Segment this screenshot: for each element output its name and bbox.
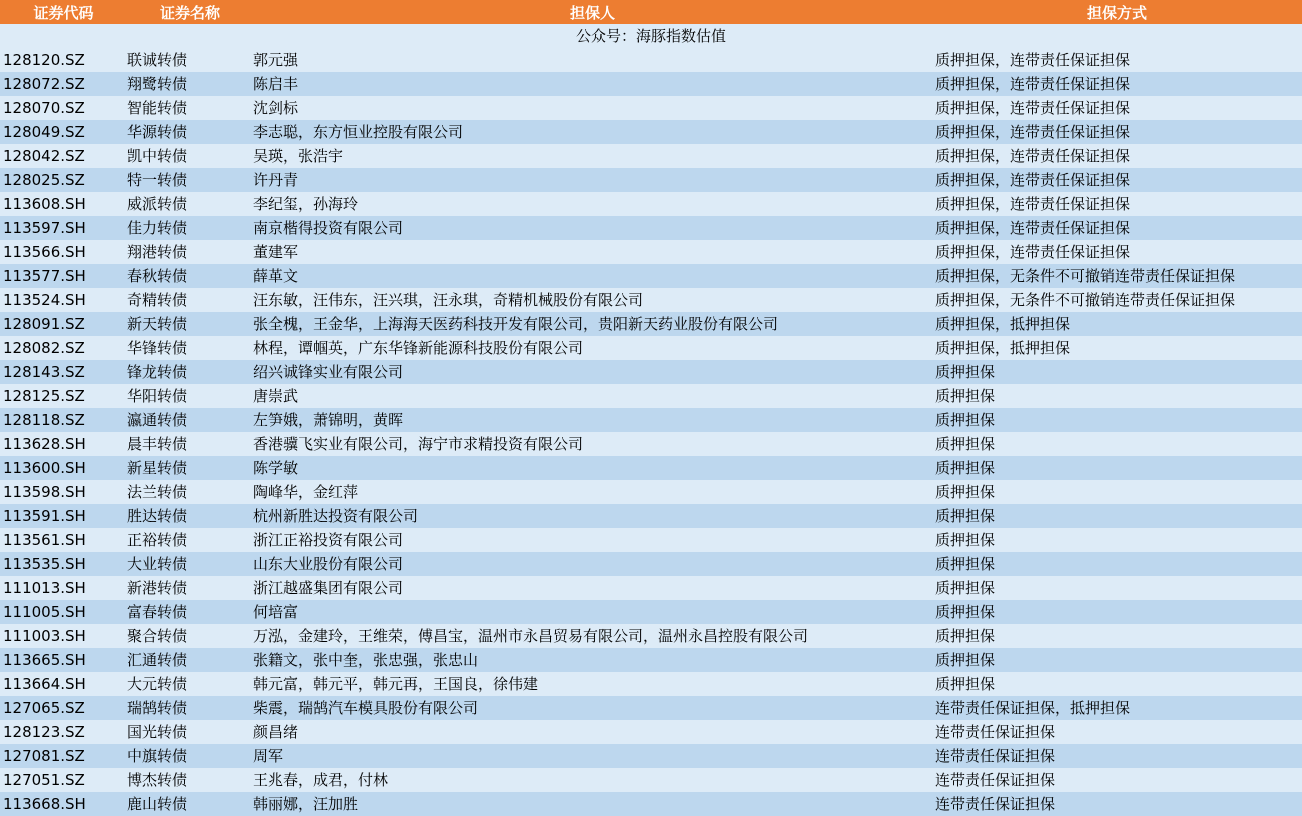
cell-method[interactable]: 质押担保，连带责任保证担保 xyxy=(935,171,1131,189)
table-row[interactable] xyxy=(0,144,1302,168)
cell-name[interactable]: 奇精转债 xyxy=(127,291,188,309)
cell-method[interactable]: 质押担保 xyxy=(935,411,996,429)
cell-guarantor[interactable]: 李志聪，东方恒业控股有限公司 xyxy=(253,123,464,141)
cell-method[interactable]: 质押担保 xyxy=(935,531,996,549)
cell-code[interactable]: 128091.SZ xyxy=(3,315,85,333)
cell-guarantor[interactable]: 绍兴诚锋实业有限公司 xyxy=(253,363,404,381)
cell-name[interactable]: 大元转债 xyxy=(127,675,188,693)
cell-name[interactable]: 新港转债 xyxy=(127,579,188,597)
table-row[interactable] xyxy=(0,576,1302,600)
cell-code[interactable]: 111013.SH xyxy=(3,579,86,597)
cell-method[interactable]: 质押担保 xyxy=(935,627,996,645)
cell-method[interactable]: 质押担保，无条件不可撤销连带责任保证担保 xyxy=(935,267,1236,285)
cell-name[interactable]: 富春转债 xyxy=(127,603,188,621)
table-row[interactable] xyxy=(0,648,1302,672)
cell-code[interactable]: 113597.SH xyxy=(3,219,86,237)
cell-name[interactable]: 特一转债 xyxy=(127,171,188,189)
cell-method[interactable]: 连带责任保证担保 xyxy=(935,795,1056,813)
cell-guarantor[interactable]: 柴震，瑞鹄汽车模具股份有限公司 xyxy=(253,699,479,717)
cell-guarantor[interactable]: 何培富 xyxy=(253,603,299,621)
cell-name[interactable]: 新天转债 xyxy=(127,315,188,333)
cell-guarantor[interactable]: 韩元富，韩元平，韩元再，王国良，徐伟建 xyxy=(253,675,539,693)
table-row[interactable] xyxy=(0,216,1302,240)
cell-name[interactable]: 瀛通转债 xyxy=(127,411,188,429)
cell-guarantor[interactable]: 许丹青 xyxy=(253,171,299,189)
table-row[interactable] xyxy=(0,480,1302,504)
cell-name[interactable]: 聚合转债 xyxy=(127,627,188,645)
cell-guarantor[interactable]: 南京楷得投资有限公司 xyxy=(253,219,404,237)
table-row[interactable] xyxy=(0,336,1302,360)
cell-method[interactable]: 质押担保 xyxy=(935,555,996,573)
table-row[interactable] xyxy=(0,360,1302,384)
cell-name[interactable]: 凯中转债 xyxy=(127,147,188,165)
cell-method[interactable]: 质押担保，连带责任保证担保 xyxy=(935,147,1131,165)
cell-name[interactable]: 法兰转债 xyxy=(127,483,188,501)
cell-method[interactable]: 质押担保 xyxy=(935,483,996,501)
cell-guarantor[interactable]: 韩丽娜，汪加胜 xyxy=(253,795,359,813)
cell-name[interactable]: 威派转债 xyxy=(127,195,188,213)
cell-code[interactable]: 128120.SZ xyxy=(3,51,85,69)
cell-method[interactable]: 质押担保 xyxy=(935,675,996,693)
cell-name[interactable]: 翔鹭转债 xyxy=(127,75,188,93)
table-row[interactable] xyxy=(0,456,1302,480)
table-body xyxy=(0,48,1302,816)
cell-code[interactable]: 127051.SZ xyxy=(3,771,85,789)
cell-code[interactable]: 113600.SH xyxy=(3,459,86,477)
cell-name[interactable]: 瑞鹄转债 xyxy=(127,699,188,717)
banner-cell[interactable]: 公众号：海豚指数估值 xyxy=(0,24,1302,48)
cell-name[interactable]: 汇通转债 xyxy=(127,651,188,669)
cell-code[interactable]: 128143.SZ xyxy=(3,363,85,381)
cell-guarantor[interactable]: 吴瑛，张浩宇 xyxy=(253,147,344,165)
cell-code[interactable]: 128118.SZ xyxy=(3,411,85,429)
cell-code[interactable]: 113598.SH xyxy=(3,483,86,501)
cell-guarantor[interactable]: 张全槐，王金华，上海海天医药科技开发有限公司，贵阳新天药业股份有限公司 xyxy=(253,315,779,333)
cell-guarantor[interactable]: 浙江正裕投资有限公司 xyxy=(253,531,404,549)
table-row[interactable] xyxy=(0,48,1302,72)
cell-code[interactable]: 113577.SH xyxy=(3,267,86,285)
cell-method[interactable]: 质押担保 xyxy=(935,435,996,453)
cell-name[interactable]: 联诚转债 xyxy=(127,51,188,69)
cell-method[interactable]: 质押担保 xyxy=(935,651,996,669)
cell-method[interactable]: 质押担保，连带责任保证担保 xyxy=(935,75,1131,93)
cell-guarantor[interactable]: 杭州新胜达投资有限公司 xyxy=(253,507,419,525)
header-code[interactable]: 证券代码 xyxy=(33,3,94,22)
cell-guarantor[interactable]: 郭元强 xyxy=(253,51,299,69)
header-row xyxy=(0,0,1302,24)
cell-method[interactable]: 质押担保，连带责任保证担保 xyxy=(935,99,1131,117)
cell-guarantor[interactable]: 陈启丰 xyxy=(253,75,299,93)
cell-name[interactable]: 锋龙转债 xyxy=(127,363,188,381)
header-guarantor[interactable]: 担保人 xyxy=(569,3,615,22)
table-row[interactable] xyxy=(0,768,1302,792)
cell-code[interactable]: 128072.SZ xyxy=(3,75,85,93)
cell-guarantor[interactable]: 颜昌绪 xyxy=(253,723,299,741)
table-row[interactable] xyxy=(0,432,1302,456)
cell-guarantor[interactable]: 唐崇武 xyxy=(253,387,299,405)
cell-code[interactable]: 113591.SH xyxy=(3,507,86,525)
cell-code[interactable]: 113535.SH xyxy=(3,555,86,573)
cell-code[interactable]: 113628.SH xyxy=(3,435,86,453)
cell-code[interactable]: 113566.SH xyxy=(3,243,86,261)
cell-code[interactable]: 128123.SZ xyxy=(3,723,85,741)
cell-code[interactable]: 128125.SZ xyxy=(3,387,85,405)
table-row[interactable] xyxy=(0,264,1302,288)
cell-name[interactable]: 智能转债 xyxy=(127,99,188,117)
table-row[interactable] xyxy=(0,696,1302,720)
cell-method[interactable]: 连带责任保证担保 xyxy=(935,771,1056,789)
cell-guarantor[interactable]: 浙江越盛集团有限公司 xyxy=(253,579,404,597)
table-row[interactable] xyxy=(0,240,1302,264)
cell-name[interactable]: 华锋转债 xyxy=(127,339,188,357)
cell-method[interactable]: 质押担保 xyxy=(935,363,996,381)
cell-guarantor[interactable]: 薛革文 xyxy=(253,267,299,285)
cell-code[interactable]: 127065.SZ xyxy=(3,699,85,717)
cell-guarantor[interactable]: 周军 xyxy=(253,747,284,765)
cell-guarantor[interactable]: 左笋娥，萧锦明，黄晖 xyxy=(253,411,404,429)
cell-code[interactable]: 113664.SH xyxy=(3,675,86,693)
cell-guarantor[interactable]: 董建军 xyxy=(253,243,299,261)
cell-name[interactable]: 华阳转债 xyxy=(127,387,188,405)
table-row[interactable] xyxy=(0,312,1302,336)
table-row[interactable] xyxy=(0,408,1302,432)
cell-code[interactable]: 128049.SZ xyxy=(3,123,85,141)
cell-guarantor[interactable]: 林程，谭帼英，广东华锋新能源科技股份有限公司 xyxy=(253,339,584,357)
table-row[interactable] xyxy=(0,384,1302,408)
cell-method[interactable]: 连带责任保证担保 xyxy=(935,747,1056,765)
cell-guarantor[interactable]: 陈学敏 xyxy=(253,459,299,477)
cell-name[interactable]: 佳力转债 xyxy=(127,219,188,237)
cell-method[interactable]: 质押担保 xyxy=(935,579,996,597)
cell-guarantor[interactable]: 沈剑标 xyxy=(253,99,299,117)
cell-guarantor[interactable]: 王兆春，成君，付林 xyxy=(253,771,389,789)
table-row[interactable] xyxy=(0,288,1302,312)
cell-code[interactable]: 113668.SH xyxy=(3,795,86,813)
table-row[interactable] xyxy=(0,600,1302,624)
cell-code[interactable]: 128082.SZ xyxy=(3,339,85,357)
cell-guarantor[interactable]: 香港骥飞实业有限公司，海宁市求精投资有限公司 xyxy=(253,435,584,453)
table-row[interactable] xyxy=(0,792,1302,816)
cell-code[interactable]: 111003.SH xyxy=(3,627,86,645)
cell-method[interactable]: 质押担保，抵押担保 xyxy=(935,339,1071,357)
cell-method[interactable]: 质押担保 xyxy=(935,387,996,405)
cell-method[interactable]: 连带责任保证担保 xyxy=(935,723,1056,741)
cell-name[interactable]: 翔港转债 xyxy=(127,243,188,261)
cell-name[interactable]: 华源转债 xyxy=(127,123,188,141)
cell-code[interactable]: 111005.SH xyxy=(3,603,86,621)
cell-method[interactable]: 质押担保，连带责任保证担保 xyxy=(935,195,1131,213)
table-row[interactable] xyxy=(0,192,1302,216)
header-name[interactable]: 证券名称 xyxy=(159,3,220,22)
cell-code[interactable]: 113561.SH xyxy=(3,531,86,549)
cell-code[interactable]: 113608.SH xyxy=(3,195,86,213)
table-row[interactable] xyxy=(0,672,1302,696)
cell-code[interactable]: 113665.SH xyxy=(3,651,86,669)
cell-method[interactable]: 质押担保 xyxy=(935,507,996,525)
cell-guarantor[interactable]: 陶峰华，金红萍 xyxy=(253,483,359,501)
cell-guarantor[interactable]: 李纪玺，孙海玲 xyxy=(253,195,359,213)
cell-name[interactable]: 春秋转债 xyxy=(127,267,188,285)
cell-name[interactable]: 博杰转债 xyxy=(127,771,188,789)
header-method[interactable]: 担保方式 xyxy=(1086,3,1147,22)
table-row[interactable] xyxy=(0,552,1302,576)
table-row[interactable] xyxy=(0,744,1302,768)
cell-method[interactable]: 连带责任保证担保，抵押担保 xyxy=(935,699,1131,717)
cell-guarantor[interactable]: 万泓，金建玲，王维荣，傅昌宝，温州市永昌贸易有限公司，温州永昌控股有限公司 xyxy=(253,627,809,645)
cell-method[interactable]: 质押担保，连带责任保证担保 xyxy=(935,51,1131,69)
cell-guarantor[interactable]: 汪东敏，汪伟东，汪兴琪，汪永琪，奇精机械股份有限公司 xyxy=(253,291,644,309)
cell-code[interactable]: 113524.SH xyxy=(3,291,86,309)
cell-name[interactable]: 晨丰转债 xyxy=(127,435,188,453)
cell-method[interactable]: 质押担保，抵押担保 xyxy=(935,315,1071,333)
cell-name[interactable]: 胜达转债 xyxy=(127,507,188,525)
cell-code[interactable]: 127081.SZ xyxy=(3,747,85,765)
cell-code[interactable]: 128070.SZ xyxy=(3,99,85,117)
cell-method[interactable]: 质押担保，连带责任保证担保 xyxy=(935,219,1131,237)
table-row[interactable] xyxy=(0,504,1302,528)
cell-method[interactable]: 质押担保 xyxy=(935,603,996,621)
table-row[interactable] xyxy=(0,624,1302,648)
cell-method[interactable]: 质押担保，无条件不可撤销连带责任保证担保 xyxy=(935,291,1236,309)
cell-method[interactable]: 质押担保，连带责任保证担保 xyxy=(935,123,1131,141)
cell-name[interactable]: 鹿山转债 xyxy=(127,795,188,813)
cell-guarantor[interactable]: 山东大业股份有限公司 xyxy=(253,555,404,573)
table-row[interactable] xyxy=(0,72,1302,96)
cell-name[interactable]: 正裕转债 xyxy=(127,531,188,549)
cell-name[interactable]: 新星转债 xyxy=(127,459,188,477)
cell-method[interactable]: 质押担保，连带责任保证担保 xyxy=(935,243,1131,261)
cell-guarantor[interactable]: 张籍文，张中奎，张忠强，张忠山 xyxy=(253,651,479,669)
cell-method[interactable]: 质押担保 xyxy=(935,459,996,477)
cell-code[interactable]: 128042.SZ xyxy=(3,147,85,165)
table-row[interactable] xyxy=(0,120,1302,144)
cell-name[interactable]: 大业转债 xyxy=(127,555,188,573)
cell-code[interactable]: 128025.SZ xyxy=(3,171,85,189)
table-row[interactable] xyxy=(0,168,1302,192)
table-row[interactable] xyxy=(0,528,1302,552)
cell-name[interactable]: 中旗转债 xyxy=(127,747,188,765)
table-row[interactable] xyxy=(0,96,1302,120)
table-row[interactable] xyxy=(0,720,1302,744)
cell-name[interactable]: 国光转债 xyxy=(127,723,188,741)
